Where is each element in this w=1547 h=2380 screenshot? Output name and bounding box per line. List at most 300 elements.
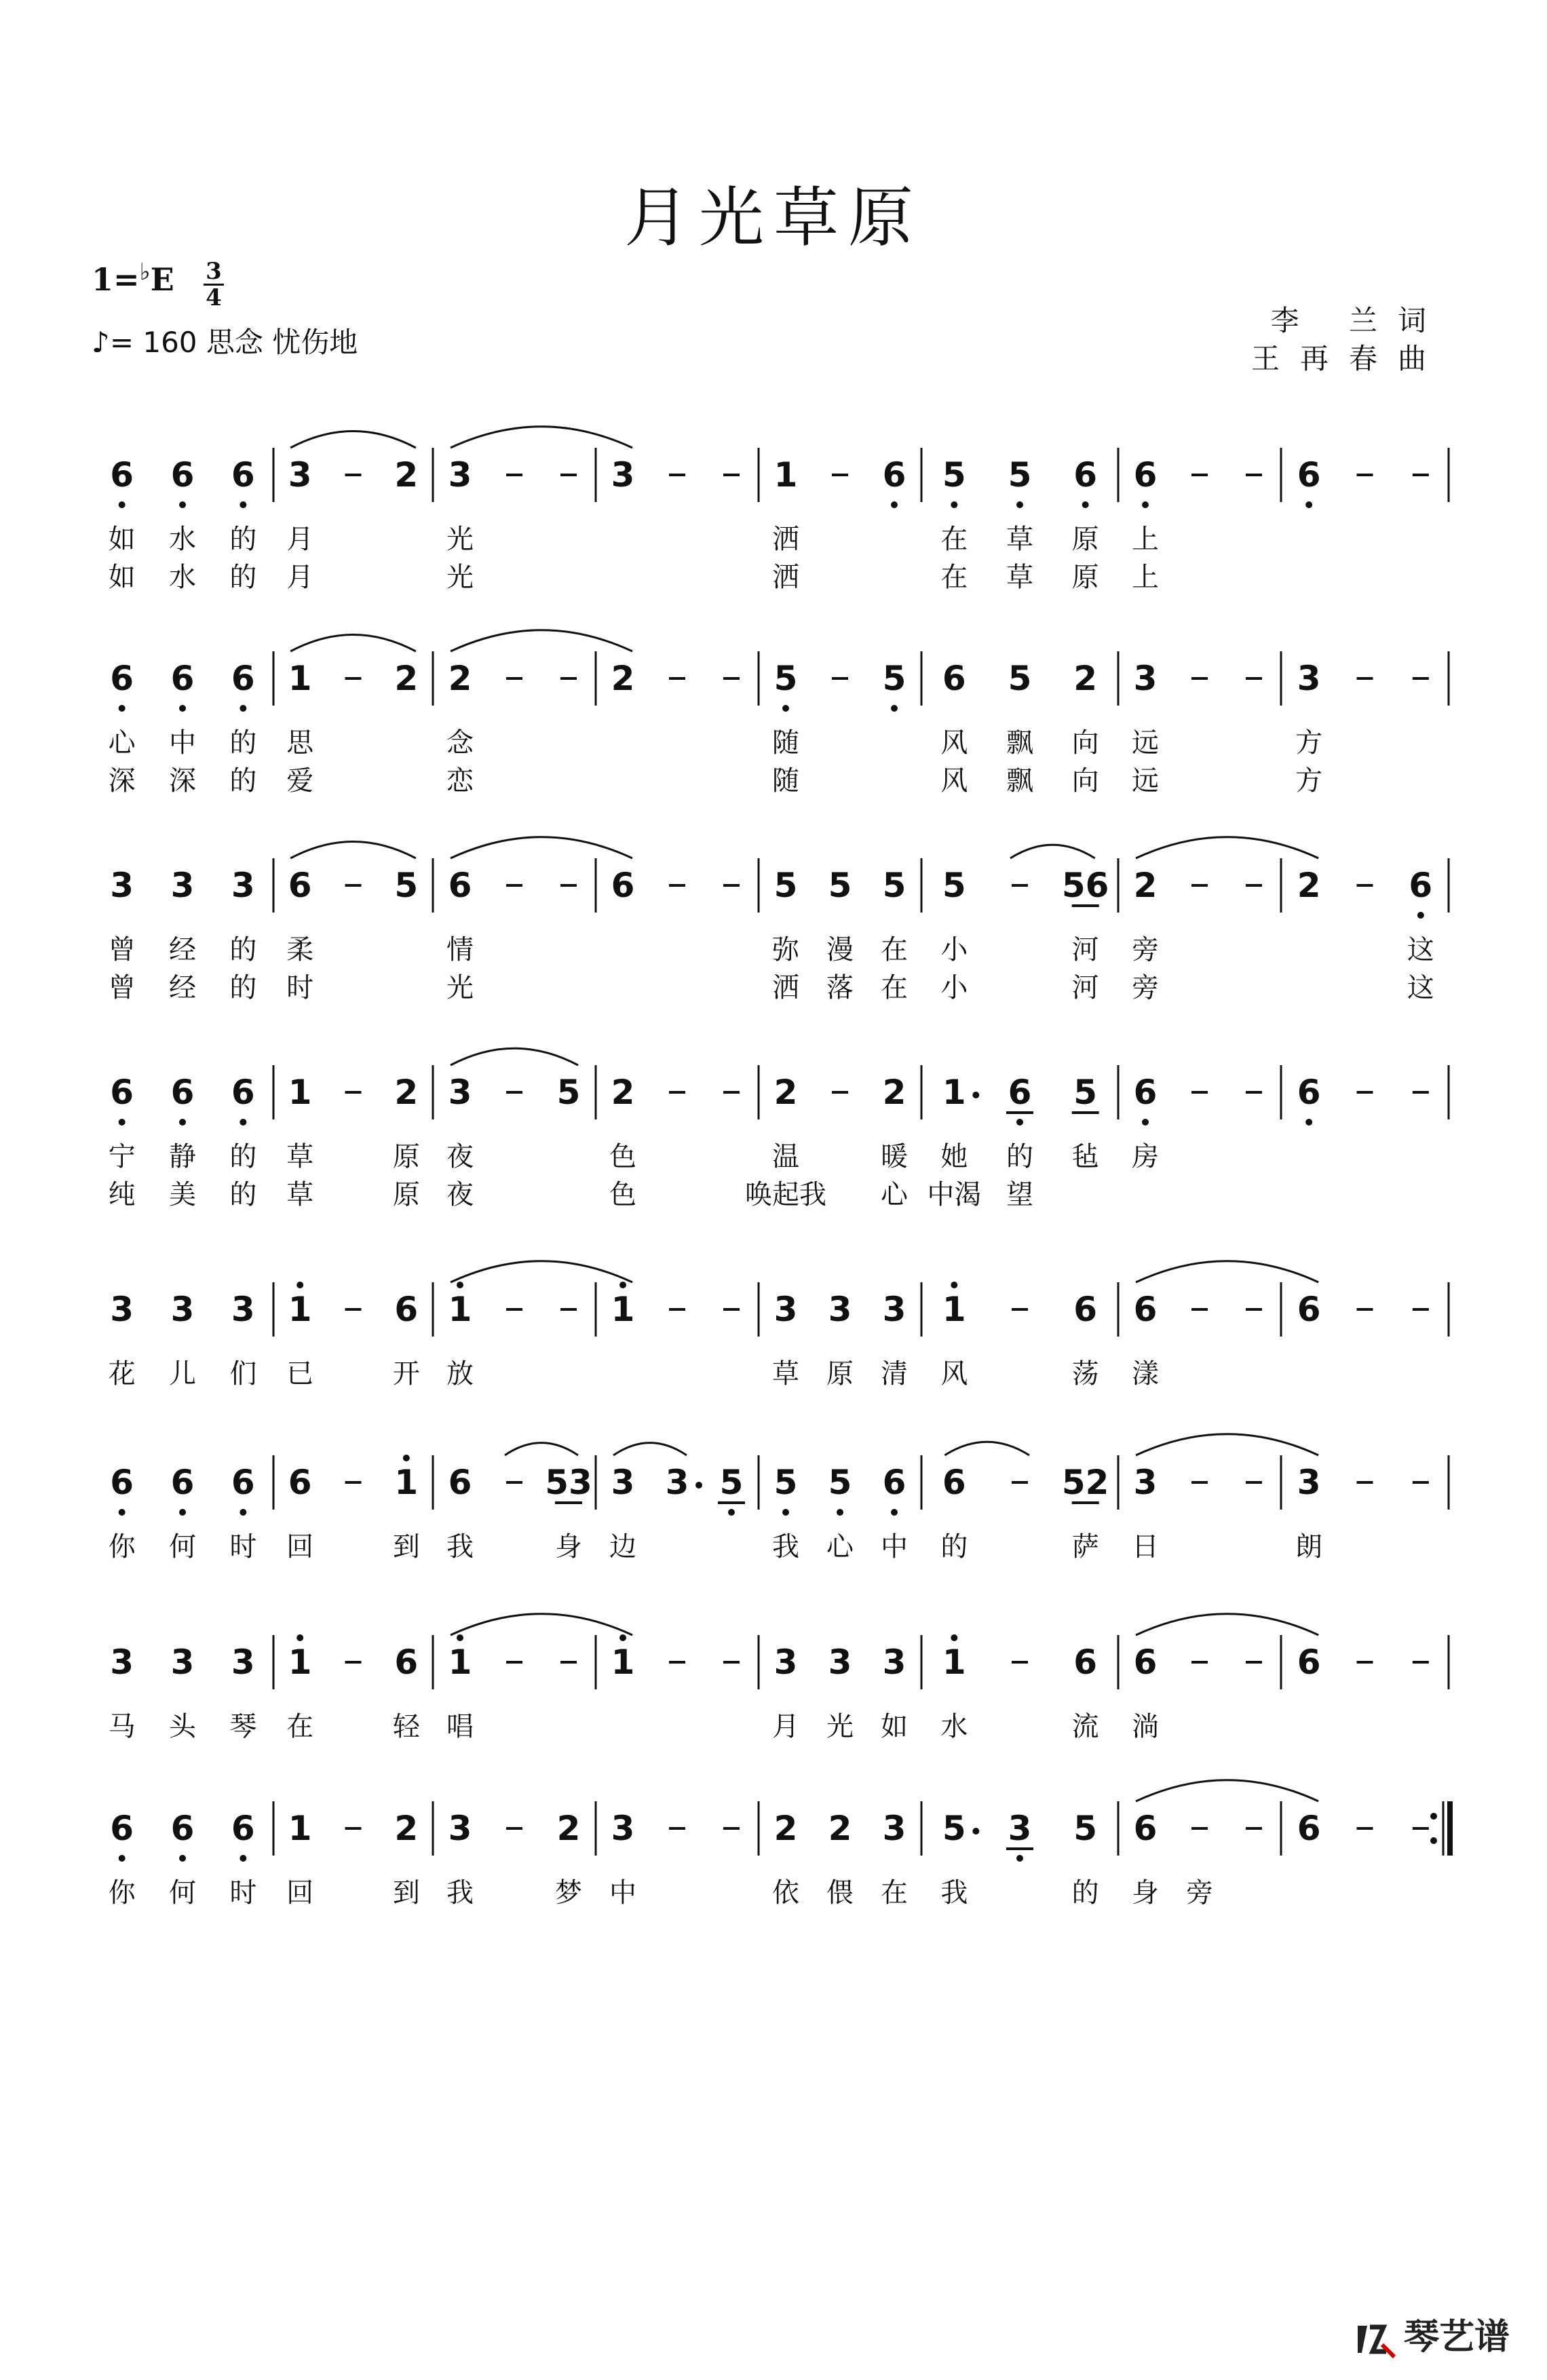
note-digit: 3 <box>611 1463 635 1502</box>
lyric-syllable: 花 <box>108 1358 136 1389</box>
note-digit: 6 <box>942 1463 966 1502</box>
note-digit: 3 <box>448 1073 472 1112</box>
note-digit: 5 <box>1073 1073 1098 1112</box>
low-octave-dot <box>1016 501 1023 508</box>
note-digit: 3 <box>170 866 195 905</box>
note-digit: 6 <box>231 455 255 495</box>
lyric-syllable: 心 <box>826 1531 854 1562</box>
note-digit: 1 <box>611 1290 635 1329</box>
lyric-syllable: 日 <box>1132 1531 1159 1562</box>
lyric-syllable: 荡 <box>1071 1358 1099 1389</box>
note-digit: 2 <box>774 1809 798 1848</box>
lyric-syllable: 随 <box>772 727 799 759</box>
note-digit: 5 <box>828 866 852 905</box>
tempo-text: = 160 思念 忧伤地 <box>109 326 358 359</box>
lyric-syllable: 在 <box>286 1711 314 1742</box>
note-digit: 3 <box>110 866 134 905</box>
note-digit: 5 <box>942 1809 966 1848</box>
lyric-syllable: 温 <box>772 1141 799 1172</box>
note-digit: 1 <box>942 1290 966 1329</box>
lyric-syllable: 美 <box>169 1179 196 1210</box>
slur-arc <box>505 1443 578 1455</box>
lyric-syllable: 身 <box>555 1531 582 1562</box>
note-digit: 6 <box>394 1290 419 1329</box>
lyric-syllable: 经 <box>169 934 196 965</box>
time-signature-top: 3 <box>204 259 224 286</box>
note-digit: 1 <box>288 1073 312 1112</box>
note-digit: 3 <box>170 1643 195 1682</box>
low-octave-dot <box>728 1509 735 1516</box>
note-digit: 1 <box>288 659 312 698</box>
lyric-syllable: 小 <box>940 972 968 1003</box>
time-signature-bottom: 4 <box>206 284 222 311</box>
lyric-syllable: 河 <box>1071 934 1099 965</box>
lyric-syllable: 思 <box>286 727 314 759</box>
note-digit: 6 <box>288 866 312 905</box>
lyric-syllable: 河 <box>1071 972 1099 1003</box>
lyric-syllable: 放 <box>446 1358 474 1389</box>
low-octave-dot <box>1417 912 1424 919</box>
slur-arc <box>290 431 416 448</box>
note-digit: 2 <box>611 659 635 698</box>
lyric-syllable: 毡 <box>1071 1141 1099 1172</box>
note-digit: 6 <box>170 659 195 698</box>
augmentation-dot <box>695 1482 702 1489</box>
lyric-syllable: 柔 <box>286 934 314 965</box>
lyric-syllable: 小 <box>940 934 968 965</box>
lyric-syllable: 到 <box>392 1877 420 1908</box>
lyric-syllable: 们 <box>229 1358 257 1389</box>
note-digit: 5 <box>942 455 966 495</box>
lyric-syllable: 方 <box>1295 765 1323 796</box>
slur-arc <box>1136 1780 1318 1801</box>
low-octave-dot <box>240 1855 246 1862</box>
high-octave-dot <box>297 1282 303 1288</box>
lyric-syllable: 轻 <box>392 1711 420 1742</box>
lyric-syllable: 深 <box>108 765 136 796</box>
lyric-syllable: 萨 <box>1071 1531 1099 1562</box>
lyric-syllable: 草 <box>1006 524 1033 555</box>
brand-logo <box>1352 2308 1510 2360</box>
low-octave-dot <box>179 1855 186 1862</box>
note-digit: 3 <box>882 1290 906 1329</box>
note-digit: 3 <box>882 1643 906 1682</box>
low-octave-dot <box>837 1509 843 1516</box>
lyric-syllable: 光 <box>446 972 474 1003</box>
lyric-syllable: 漫 <box>826 934 854 965</box>
augmentation-dot <box>972 1828 979 1835</box>
low-octave-dot <box>240 705 246 712</box>
lyric-syllable: 梦 <box>555 1877 582 1908</box>
note-digit: 3 <box>1133 1463 1158 1502</box>
low-octave-dot <box>1142 501 1149 508</box>
lyric-syllable: 纯 <box>108 1179 136 1210</box>
low-octave-dot <box>119 705 126 712</box>
lyric-syllable: 到 <box>392 1531 420 1562</box>
lyric-syllable: 爱 <box>286 765 314 796</box>
note-digit: 3 <box>882 1809 906 1848</box>
lyricist-credit: 李 兰词 <box>1270 304 1447 337</box>
lyric-syllable: 唱 <box>446 1711 474 1742</box>
note-digit: 2 <box>1073 659 1098 698</box>
note-digit: 6 <box>170 1073 195 1112</box>
lyric-syllable: 偎 <box>826 1877 854 1908</box>
lyric-syllable: 的 <box>1071 1877 1099 1908</box>
note-digit: 2 <box>774 1073 798 1112</box>
note-digit: 6 <box>882 1463 906 1502</box>
slur-arc <box>451 1261 632 1282</box>
slur-arc <box>613 1443 687 1455</box>
note-digit: 5 <box>882 866 906 905</box>
high-octave-dot <box>951 1634 957 1641</box>
lyric-syllable: 深 <box>169 765 196 796</box>
lyric-syllable: 在 <box>881 1877 908 1908</box>
lyric-syllable: 的 <box>229 1179 257 1210</box>
lyric-syllable: 的 <box>229 1141 257 1172</box>
note-digit: 5 <box>1073 1809 1098 1848</box>
note-digit: 6 <box>110 1809 134 1848</box>
low-octave-dot <box>119 1119 126 1126</box>
slur-arc <box>451 1614 632 1635</box>
note-digit: 3 <box>231 1290 255 1329</box>
low-octave-dot <box>179 705 186 712</box>
lyric-syllable: 宁 <box>108 1141 136 1172</box>
slur-arc <box>451 837 632 858</box>
slur-arc <box>290 841 416 858</box>
lyric-syllable: 远 <box>1132 727 1159 759</box>
note-digit: 5 <box>828 1463 852 1502</box>
logo-icon <box>1352 2319 1400 2360</box>
lyric-syllable: 中 <box>609 1877 636 1908</box>
lyric-syllable: 你 <box>108 1877 136 1908</box>
note-digit: 5 <box>719 1463 744 1502</box>
lyric-syllable: 飘 <box>1006 765 1033 796</box>
lyric-syllable: 何 <box>169 1531 196 1562</box>
note-digit: 1 <box>942 1073 966 1112</box>
lyric-syllable: 我 <box>940 1877 968 1908</box>
lyric-syllable: 上 <box>1132 562 1159 593</box>
note-digit: 6 <box>170 455 195 495</box>
low-octave-dot <box>891 1509 898 1516</box>
lyric-syllable: 这 <box>1407 972 1434 1003</box>
low-octave-dot <box>1142 1119 1149 1126</box>
repeat-dot <box>1430 1813 1437 1820</box>
lyric-syllable: 回 <box>286 1531 314 1562</box>
lyric-syllable: 草 <box>286 1179 314 1210</box>
low-octave-dot <box>119 501 126 508</box>
lyric-syllable: 开 <box>392 1358 420 1389</box>
note-digit: 5 <box>882 659 906 698</box>
lyric-syllable: 原 <box>392 1141 420 1172</box>
lyric-syllable: 中 <box>169 727 196 759</box>
lyric-syllable: 的 <box>229 524 257 555</box>
lyric-syllable: 身 <box>1132 1877 1159 1908</box>
note-digit: 5 <box>774 1463 798 1502</box>
note-digit: 6 <box>170 1809 195 1848</box>
lyric-syllable: 如 <box>108 562 136 593</box>
low-octave-dot <box>891 501 898 508</box>
note-digit: 6 <box>882 455 906 495</box>
note-digit: 6 <box>110 455 134 495</box>
lyric-syllable: 在 <box>881 972 908 1003</box>
note-digit: 3 <box>774 1290 798 1329</box>
note-digit: 6 <box>1133 1643 1158 1682</box>
high-octave-dot <box>619 1282 626 1288</box>
note-digit: 2 <box>882 1073 906 1112</box>
lyric-syllable: 何 <box>169 1877 196 1908</box>
high-octave-dot <box>297 1634 303 1641</box>
lyric-syllable: 的 <box>940 1531 968 1562</box>
lyric-syllable: 时 <box>229 1877 257 1908</box>
lyric-syllable: 如 <box>108 524 136 555</box>
lyric-syllable: 色 <box>609 1141 636 1172</box>
note-digit: 3 <box>1133 659 1158 698</box>
low-octave-dot <box>1305 1119 1312 1126</box>
note-digit: 6 <box>1297 1809 1321 1848</box>
lyric-syllable: 漾 <box>1132 1358 1159 1389</box>
note-digit: 3 <box>110 1643 134 1682</box>
lyric-syllable: 琴 <box>229 1711 257 1742</box>
note-digit: 3 <box>665 1463 689 1502</box>
lyric-syllable: 飘 <box>1006 727 1033 759</box>
lyric-syllable: 远 <box>1132 765 1159 796</box>
lyric-syllable: 房 <box>1132 1141 1159 1172</box>
lyric-syllable: 经 <box>169 972 196 1003</box>
lyric-syllable: 她 <box>940 1141 968 1172</box>
note-digit: 6 <box>170 1463 195 1502</box>
lyric-syllable: 我 <box>446 1877 474 1908</box>
note-digit: 3 <box>774 1643 798 1682</box>
high-octave-dot <box>457 1634 463 1641</box>
low-octave-dot <box>179 1119 186 1126</box>
note-digit: 56 <box>1061 866 1109 905</box>
lyric-syllable: 水 <box>169 524 196 555</box>
note-digit: 2 <box>556 1809 581 1848</box>
lyric-syllable: 草 <box>1006 562 1033 593</box>
note-digit: 1 <box>611 1643 635 1682</box>
note-digit: 1 <box>774 455 798 495</box>
note-digit: 53 <box>545 1463 592 1502</box>
lyric-syllable: 原 <box>1071 562 1099 593</box>
lyric-syllable: 念 <box>446 727 474 759</box>
lyric-syllable: 草 <box>286 1141 314 1172</box>
note-digit: 3 <box>611 455 635 495</box>
note-digit: 6 <box>110 659 134 698</box>
note-digit: 1 <box>448 1290 472 1329</box>
lyric-syllable: 光 <box>826 1711 854 1742</box>
lyric-syllable: 旁 <box>1186 1877 1213 1908</box>
lyric-syllable: 的 <box>229 934 257 965</box>
note-digit: 6 <box>231 659 255 698</box>
note-digit: 6 <box>231 1463 255 1502</box>
slur-arc <box>290 634 416 651</box>
lyric-syllable: 的 <box>229 765 257 796</box>
lyric-syllable: 流 <box>1071 1711 1099 1742</box>
page-title: 月光草原 <box>624 180 923 256</box>
note-digit: 3 <box>828 1290 852 1329</box>
lyric-syllable: 光 <box>446 562 474 593</box>
lyric-syllable: 儿 <box>169 1358 196 1389</box>
note-digit: 5 <box>774 659 798 698</box>
note-digit: 6 <box>1008 1073 1032 1112</box>
low-octave-dot <box>240 1119 246 1126</box>
slur-arc <box>944 1442 1029 1455</box>
lyric-syllable: 风 <box>940 727 968 759</box>
low-octave-dot <box>891 705 898 712</box>
lyric-syllable: 旁 <box>1132 934 1159 965</box>
lyric-syllable: 在 <box>881 934 908 965</box>
composer-credit: 王再春曲 <box>1250 342 1447 375</box>
lyric-syllable: 如 <box>881 1711 908 1742</box>
note-digit: 3 <box>231 1643 255 1682</box>
lyric-syllable: 原 <box>392 1179 420 1210</box>
repeat-dot <box>1430 1837 1437 1844</box>
note-digit: 6 <box>1073 455 1098 495</box>
note-digit: 1 <box>288 1809 312 1848</box>
note-digit: 5 <box>1008 659 1032 698</box>
high-octave-dot <box>951 1282 957 1288</box>
note-digit: 2 <box>394 455 419 495</box>
lyric-syllable: 回 <box>286 1877 314 1908</box>
lyric-syllable: 随 <box>772 765 799 796</box>
low-octave-dot <box>951 501 957 508</box>
lyric-syllable: 你 <box>108 1531 136 1562</box>
note-digit: 6 <box>110 1463 134 1502</box>
note-digit: 6 <box>448 866 472 905</box>
low-octave-dot <box>1082 501 1089 508</box>
lyric-syllable: 的 <box>229 727 257 759</box>
lyric-syllable: 夜 <box>446 1179 474 1210</box>
note-digit: 2 <box>611 1073 635 1112</box>
note-digit: 3 <box>1008 1809 1032 1848</box>
lyric-syllable: 中 <box>881 1531 908 1562</box>
lyric-syllable: 向 <box>1071 765 1099 796</box>
lyric-syllable: 心 <box>108 727 136 759</box>
high-octave-dot <box>403 1455 410 1461</box>
lyric-syllable: 月 <box>286 562 314 593</box>
note-digit: 6 <box>1297 1073 1321 1112</box>
lyric-syllable: 落 <box>826 972 854 1003</box>
eighth-note-icon: ♪ <box>92 326 110 359</box>
note-digit: 6 <box>1297 455 1321 495</box>
note-digit: 3 <box>611 1809 635 1848</box>
lyric-syllable: 草 <box>772 1358 799 1389</box>
lyric-syllable: 我 <box>772 1531 799 1562</box>
lyric-syllable: 清 <box>881 1358 908 1389</box>
note-digit: 2 <box>448 659 472 698</box>
low-octave-dot <box>240 1509 246 1516</box>
low-octave-dot <box>119 1855 126 1862</box>
low-octave-dot <box>1016 1855 1023 1862</box>
lyric-syllable: 弥 <box>772 934 799 965</box>
lyric-syllable: 唤起我 <box>745 1179 826 1210</box>
note-digit: 6 <box>611 866 635 905</box>
lyric-syllable: 边 <box>609 1531 636 1562</box>
slur-arc <box>1136 837 1318 858</box>
note-digit: 3 <box>448 1809 472 1848</box>
low-octave-dot <box>179 1509 186 1516</box>
note-digit: 3 <box>110 1290 134 1329</box>
note-digit: 1 <box>394 1463 419 1502</box>
lyric-syllable: 的 <box>229 562 257 593</box>
lyric-syllable: 暖 <box>881 1141 908 1172</box>
low-octave-dot <box>782 705 789 712</box>
slur-arc <box>1136 1434 1318 1455</box>
note-digit: 2 <box>1297 866 1321 905</box>
lyric-syllable: 朗 <box>1295 1531 1323 1562</box>
lyric-syllable: 曾 <box>108 972 136 1003</box>
lyric-syllable: 曾 <box>108 934 136 965</box>
note-digit: 6 <box>231 1073 255 1112</box>
lyric-syllable: 月 <box>772 1711 799 1742</box>
lyric-syllable: 马 <box>108 1711 136 1742</box>
note-digit: 3 <box>1297 1463 1321 1502</box>
lyric-syllable: 心 <box>881 1179 908 1210</box>
note-digit: 6 <box>1297 1643 1321 1682</box>
slur-arc <box>1136 1261 1318 1282</box>
logo-text: 琴艺谱 <box>1403 2317 1510 2358</box>
lyric-syllable: 光 <box>446 524 474 555</box>
note-digit: 2 <box>394 1073 419 1112</box>
note-digit: 6 <box>1133 1809 1158 1848</box>
low-octave-dot <box>119 1509 126 1516</box>
note-digit: 5 <box>394 866 419 905</box>
note-digit: 6 <box>1133 1073 1158 1112</box>
lyric-syllable: 时 <box>229 1531 257 1562</box>
note-digit: 1 <box>448 1643 472 1682</box>
lyric-syllable: 静 <box>169 1141 196 1172</box>
lyric-syllable: 旁 <box>1132 972 1159 1003</box>
note-digit: 6 <box>231 1809 255 1848</box>
slur-arc <box>451 427 632 448</box>
lyric-syllable: 水 <box>169 562 196 593</box>
lyric-syllable: 原 <box>1071 524 1099 555</box>
lyric-syllable: 色 <box>609 1179 636 1210</box>
note-digit: 6 <box>110 1073 134 1112</box>
note-digit: 3 <box>170 1290 195 1329</box>
key-prefix: 1= <box>92 261 140 298</box>
lyric-syllable: 风 <box>940 765 968 796</box>
note-digit: 2 <box>394 1809 419 1848</box>
note-digit: 6 <box>448 1463 472 1502</box>
note-digit: 2 <box>828 1809 852 1848</box>
note-digit: 2 <box>1133 866 1158 905</box>
note-digit: 6 <box>1409 866 1433 905</box>
note-digit: 6 <box>942 659 966 698</box>
lyric-syllable: 洒 <box>772 972 799 1003</box>
high-octave-dot <box>619 1634 626 1641</box>
augmentation-dot <box>972 1092 979 1098</box>
note-digit: 3 <box>231 866 255 905</box>
note-digit: 1 <box>288 1290 312 1329</box>
lyric-syllable: 洒 <box>772 562 799 593</box>
lyric-syllable: 上 <box>1132 524 1159 555</box>
note-digit: 5 <box>942 866 966 905</box>
low-octave-dot <box>782 1509 789 1516</box>
lyric-syllable: 我 <box>446 1531 474 1562</box>
note-digit: 5 <box>556 1073 581 1112</box>
lyric-syllable: 淌 <box>1132 1711 1159 1742</box>
note-digit: 6 <box>1133 455 1158 495</box>
lyric-syllable: 时 <box>286 972 314 1003</box>
lyric-syllable: 情 <box>446 934 474 965</box>
note-digit: 6 <box>1073 1643 1098 1682</box>
lyric-syllable: 依 <box>772 1877 799 1908</box>
note-digit: 3 <box>448 455 472 495</box>
low-octave-dot <box>240 501 246 508</box>
lyric-syllable: 的 <box>1006 1141 1033 1172</box>
slur-arc <box>451 630 632 651</box>
